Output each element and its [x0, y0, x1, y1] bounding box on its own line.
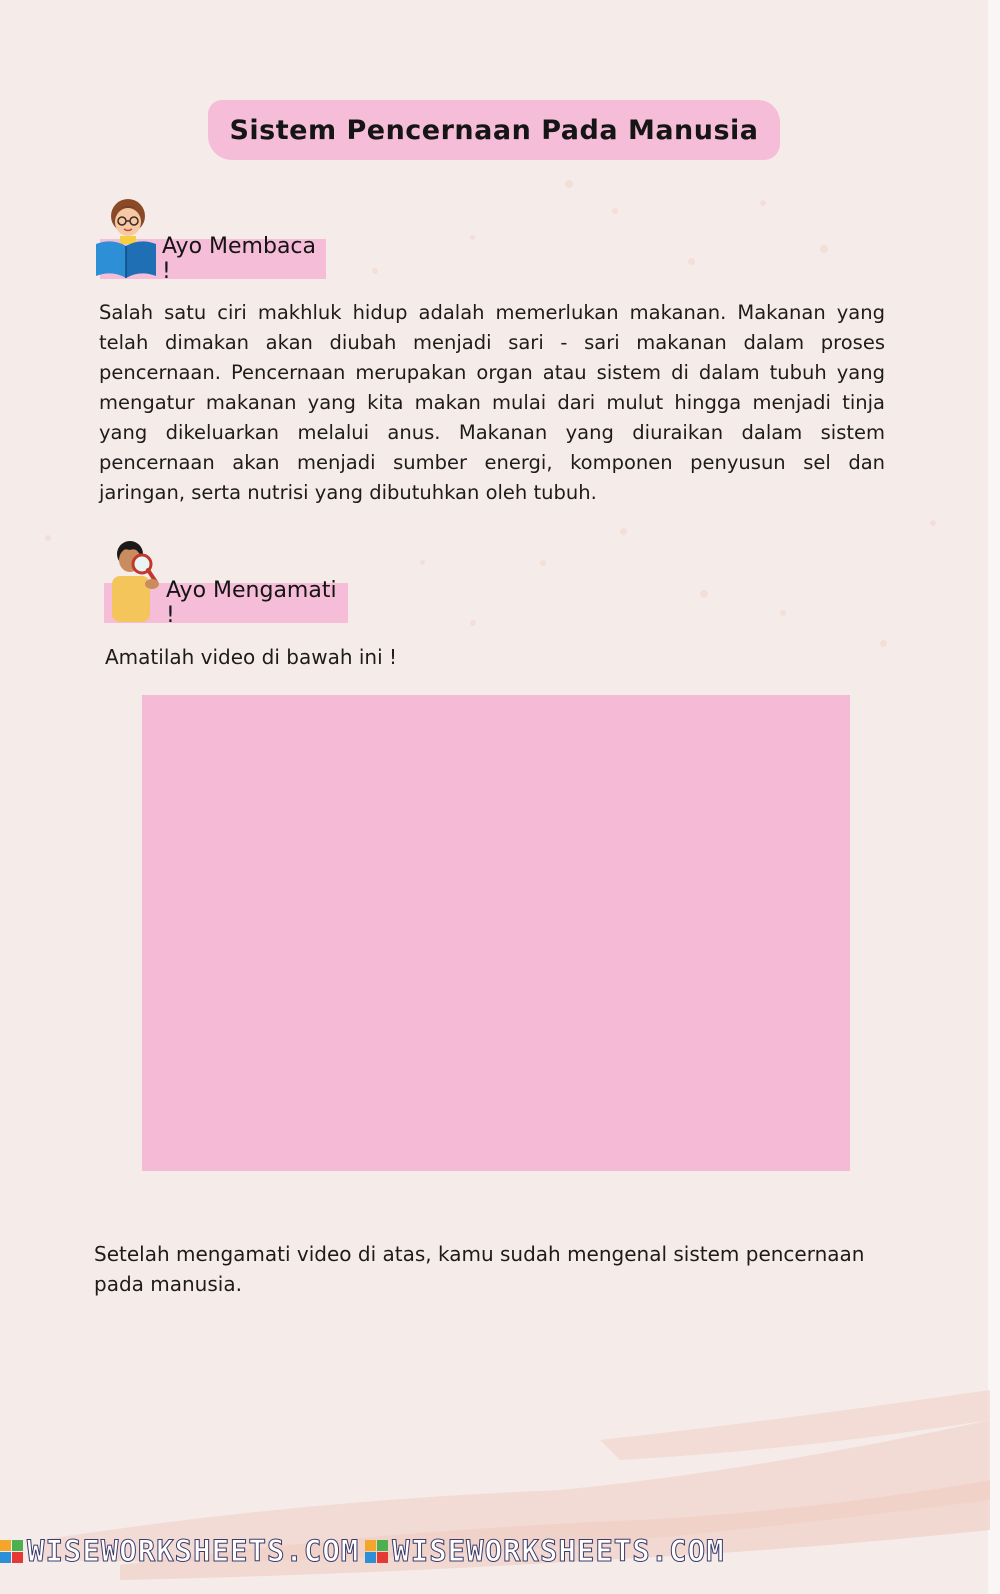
page-title: Sistem Pencernaan Pada Manusia	[229, 114, 759, 146]
child-reading-book-icon	[94, 192, 158, 282]
footer-watermark	[0, 1534, 990, 1568]
watermark-text: WISEWORKSHEETS.COM	[27, 1534, 360, 1568]
watermark-unit	[365, 1534, 724, 1568]
wiseworksheets-logo-icon	[0, 1540, 23, 1563]
reading-paragraph: Salah satu ciri makhluk hidup adalah memerlukan makanan. Makanan yang telah dimakan akan diubah menjadi sari - sari makanan dalam proses pencernaan. Pencernaan merupakan organ atau sistem di dalam tubuh yang mengatur makanan yang kita makan mulai dari mulut hingga menjadi tinja yang dikeluarkan melalui anus. Makanan yang diuraikan dalam sistem pencernaan akan menjadi sumber energi, komponen penyusun sel dan jaringan, serta nutrisi yang dibutuhkan oleh tubuh.	[99, 301, 885, 504]
page-edge	[988, 0, 1000, 1594]
watermark-unit	[0, 1534, 359, 1568]
child-magnifying-glass-icon	[104, 538, 166, 624]
wiseworksheets-logo-icon	[365, 1540, 388, 1563]
section-label-observe-text: Ayo Mengamati !	[166, 578, 337, 628]
title-banner	[208, 100, 780, 160]
observe-instruction: Amatilah video di bawah ini !	[105, 645, 398, 669]
video-placeholder[interactable]	[142, 695, 850, 1171]
watermark-text: WISEWORKSHEETS.COM	[392, 1534, 725, 1568]
section-label-read-text: Ayo Membaca !	[162, 234, 316, 284]
conclusion-text: Setelah mengamati video di atas, kamu sudah mengenal sistem pencernaan pada manusia.	[94, 1242, 865, 1296]
